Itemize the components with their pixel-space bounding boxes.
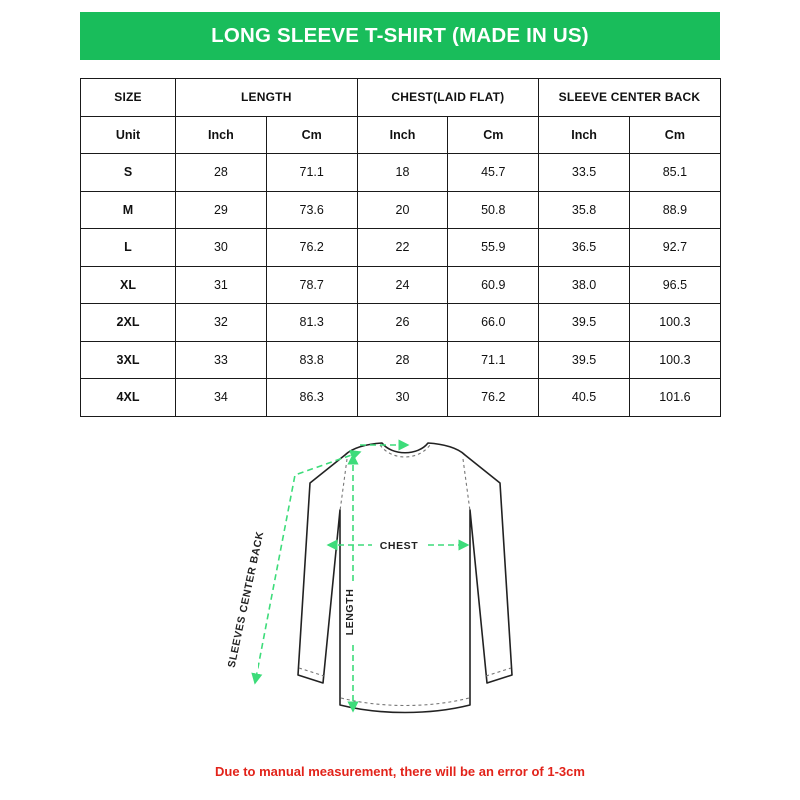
page-title: LONG SLEEVE T-SHIRT (MADE IN US) <box>211 23 589 47</box>
cell-chest-cm: 71.1 <box>448 341 539 379</box>
cell-length-cm: 76.2 <box>266 229 357 267</box>
cell-length-cm: 83.8 <box>266 341 357 379</box>
column-header-sleeve: SLEEVE CENTER BACK <box>539 79 721 117</box>
cell-length-cm: 81.3 <box>266 304 357 342</box>
unit-header-sleeve-inch: Inch <box>539 116 630 154</box>
cell-length-inch: 33 <box>176 341 267 379</box>
cell-size: 4XL <box>81 379 176 417</box>
cell-length-cm: 73.6 <box>266 191 357 229</box>
unit-header-sleeve-cm: Cm <box>629 116 720 154</box>
cell-sleeve-inch: 35.8 <box>539 191 630 229</box>
size-table <box>80 78 721 417</box>
cell-sleeve-inch: 38.0 <box>539 266 630 304</box>
unit-header-length-cm: Cm <box>266 116 357 154</box>
cell-size: XL <box>81 266 176 304</box>
size-table-wrapper <box>80 78 720 417</box>
cell-sleeve-inch: 40.5 <box>539 379 630 417</box>
cell-sleeve-cm: 96.5 <box>629 266 720 304</box>
unit-header-label: Unit <box>81 116 176 154</box>
cell-length-inch: 30 <box>176 229 267 267</box>
cell-chest-inch: 18 <box>357 154 448 192</box>
unit-header-chest-cm: Cm <box>448 116 539 154</box>
cell-chest-inch: 22 <box>357 229 448 267</box>
cell-sleeve-cm: 85.1 <box>629 154 720 192</box>
cell-chest-inch: 28 <box>357 341 448 379</box>
cell-length-inch: 32 <box>176 304 267 342</box>
table-row <box>81 341 721 379</box>
cell-length-inch: 31 <box>176 266 267 304</box>
column-header-chest: CHEST(LAID FLAT) <box>357 79 539 117</box>
table-row <box>81 379 721 417</box>
table-row <box>81 191 721 229</box>
cell-length-cm: 78.7 <box>266 266 357 304</box>
measurement-disclaimer: Due to manual measurement, there will be an error of 1-3cm <box>215 764 585 779</box>
cell-sleeve-inch: 36.5 <box>539 229 630 267</box>
cell-size: L <box>81 229 176 267</box>
cell-length-cm: 86.3 <box>266 379 357 417</box>
cell-length-inch: 28 <box>176 154 267 192</box>
cell-chest-cm: 76.2 <box>448 379 539 417</box>
cell-sleeve-cm: 100.3 <box>629 304 720 342</box>
length-label: LENGTH <box>344 588 356 636</box>
header-banner <box>80 12 720 60</box>
column-header-size: SIZE <box>81 79 176 117</box>
cell-length-inch: 29 <box>176 191 267 229</box>
unit-header-chest-inch: Inch <box>357 116 448 154</box>
cell-chest-cm: 45.7 <box>448 154 539 192</box>
chest-label: CHEST <box>379 540 419 552</box>
cell-chest-cm: 50.8 <box>448 191 539 229</box>
cell-sleeve-cm: 101.6 <box>629 379 720 417</box>
shirt-outline <box>298 443 512 713</box>
table-row <box>81 266 721 304</box>
cell-chest-cm: 60.9 <box>448 266 539 304</box>
cell-chest-inch: 30 <box>357 379 448 417</box>
cell-size: 3XL <box>81 341 176 379</box>
garment-diagram <box>0 415 800 745</box>
cell-size: 2XL <box>81 304 176 342</box>
cell-length-inch: 34 <box>176 379 267 417</box>
cell-sleeve-cm: 92.7 <box>629 229 720 267</box>
cell-chest-inch: 24 <box>357 266 448 304</box>
table-row <box>81 154 721 192</box>
cell-chest-cm: 55.9 <box>448 229 539 267</box>
cell-sleeve-inch: 33.5 <box>539 154 630 192</box>
cell-length-cm: 71.1 <box>266 154 357 192</box>
cell-size: M <box>81 191 176 229</box>
cell-sleeve-inch: 39.5 <box>539 341 630 379</box>
table-unit-row <box>81 116 721 154</box>
cell-size: S <box>81 154 176 192</box>
column-header-length: LENGTH <box>176 79 358 117</box>
cell-chest-inch: 26 <box>357 304 448 342</box>
sleeve-label: SLEEVES CENTER BACK <box>225 530 267 669</box>
cell-chest-inch: 20 <box>357 191 448 229</box>
table-row <box>81 304 721 342</box>
cell-sleeve-cm: 100.3 <box>629 341 720 379</box>
cell-chest-cm: 66.0 <box>448 304 539 342</box>
table-row <box>81 229 721 267</box>
cell-sleeve-inch: 39.5 <box>539 304 630 342</box>
table-group-header-row <box>81 79 721 117</box>
unit-header-length-inch: Inch <box>176 116 267 154</box>
cell-sleeve-cm: 88.9 <box>629 191 720 229</box>
